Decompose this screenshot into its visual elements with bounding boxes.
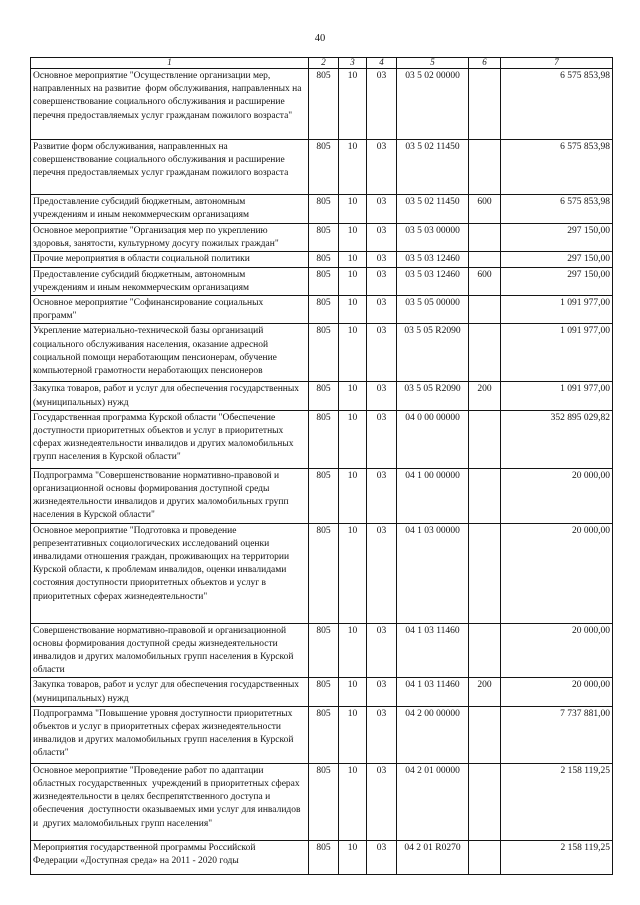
header-col-1: 1	[31, 58, 309, 69]
table-row	[31, 224, 613, 252]
table-row	[31, 706, 613, 763]
section-code: 10	[339, 623, 367, 678]
expense-type-code	[469, 140, 501, 195]
gr-code: 805	[309, 296, 339, 324]
expense-type-code	[469, 410, 501, 468]
amount: 20 000,00	[501, 468, 613, 523]
row-name: Подпрограмма "Повышение уровня доступности приоритетных объектов и услуг в приоритетных сферах жизнедеятельности инвалидов и других маломобильных групп населения в Курской области"	[31, 706, 309, 763]
expense-type-code	[469, 706, 501, 763]
table-row	[31, 763, 613, 840]
gr-code: 805	[309, 69, 339, 140]
amount: 20 000,00	[501, 678, 613, 706]
row-name: Основное мероприятие "Подготовка и проведение репрезентативных социологических исследований оценки инвалидами отношения граждан, проживающих на территории Курской области, к проблемам инвалидов, оценки инвалидами состояния доступности приоритетных объектов и услуг в приоритетных сферах жизнедеятельности"	[31, 523, 309, 623]
expense-type-code: 600	[469, 267, 501, 295]
expense-type-code	[469, 840, 501, 874]
amount: 1 091 977,00	[501, 296, 613, 324]
gr-code: 805	[309, 324, 339, 382]
expense-type-code	[469, 224, 501, 252]
subsection-code: 03	[367, 840, 397, 874]
gr-code: 805	[309, 763, 339, 840]
target-article-code: 04 2 01 R0270	[397, 840, 469, 874]
target-article-code: 04 1 03 11460	[397, 678, 469, 706]
row-name: Государственная программа Курской области "Обеспечение доступности приоритетных объектов и услуг в приоритетных сферах жизнедеятельности инвалидов и других маломобильных групп населения в Курской области"	[31, 410, 309, 468]
subsection-code: 03	[367, 224, 397, 252]
target-article-code: 03 5 05 R2090	[397, 382, 469, 410]
gr-code: 805	[309, 623, 339, 678]
table-row	[31, 324, 613, 382]
expense-type-code	[469, 763, 501, 840]
amount: 7 737 881,00	[501, 706, 613, 763]
target-article-code: 04 0 00 00000	[397, 410, 469, 468]
gr-code: 805	[309, 468, 339, 523]
section-code: 10	[339, 763, 367, 840]
subsection-code: 03	[367, 623, 397, 678]
subsection-code: 03	[367, 468, 397, 523]
gr-code: 805	[309, 195, 339, 224]
target-article-code: 03 5 05 R2090	[397, 324, 469, 382]
table-row	[31, 252, 613, 267]
amount: 352 895 029,82	[501, 410, 613, 468]
section-code: 10	[339, 267, 367, 295]
gr-code: 805	[309, 840, 339, 874]
row-name: Основное мероприятие "Организация мер по укреплению здоровья, занятости, культурному досугу пожилых граждан"	[31, 224, 309, 252]
expense-type-code	[469, 523, 501, 623]
subsection-code: 03	[367, 410, 397, 468]
expense-type-code: 200	[469, 382, 501, 410]
section-code: 10	[339, 224, 367, 252]
target-article-code: 04 1 03 11460	[397, 623, 469, 678]
row-name: Основное мероприятие "Осуществление организации мер, направленных на развитие форм обслуживания, направленных на совершенствование социального обслуживания и расширение перечня предоставляемых услуг гражданам пожилого возраста"	[31, 69, 309, 140]
row-name: Мероприятия государственной программы Российской Федерации «Доступная среда» на 2011 - 2020 годы	[31, 840, 309, 874]
subsection-code: 03	[367, 69, 397, 140]
section-code: 10	[339, 382, 367, 410]
expense-type-code: 600	[469, 195, 501, 224]
header-row	[31, 58, 613, 69]
header-col-7: 7	[501, 58, 613, 69]
expense-type-code	[469, 252, 501, 267]
subsection-code: 03	[367, 252, 397, 267]
section-code: 10	[339, 468, 367, 523]
row-name: Основное мероприятие "Проведение работ по адаптации областных государственных учреждений в приоритетных сферах жизнедеятельности в целях беспрепятственного доступа и обеспечения доступности оказываемых ими услуг для инвалидов и других маломобильных групп населения"	[31, 763, 309, 840]
target-article-code: 03 5 03 12460	[397, 267, 469, 295]
gr-code: 805	[309, 410, 339, 468]
gr-code: 805	[309, 267, 339, 295]
row-name: Предоставление субсидий бюджетным, автономным учреждениям и иным некоммерческим организациям	[31, 267, 309, 295]
row-name: Развитие форм обслуживания, направленных на совершенствование социального обслуживания и расширение перечня предоставляемых услуг гражданам пожилого возраста	[31, 140, 309, 195]
subsection-code: 03	[367, 140, 397, 195]
row-name: Прочие мероприятия в области социальной политики	[31, 252, 309, 267]
row-name: Закупка товаров, работ и услуг для обеспечения государственных (муниципальных) нужд	[31, 382, 309, 410]
subsection-code: 03	[367, 763, 397, 840]
section-code: 10	[339, 678, 367, 706]
table-row	[31, 382, 613, 410]
expense-type-code: 200	[469, 678, 501, 706]
row-name: Основное мероприятие "Софинансирование социальных программ"	[31, 296, 309, 324]
amount: 2 158 119,25	[501, 763, 613, 840]
row-name: Совершенствование нормативно-правовой и организационной основы формирования доступной среды жизнедеятельности инвалидов и других маломобильных групп населения в Курской области	[31, 623, 309, 678]
table-row	[31, 410, 613, 468]
table-row	[31, 678, 613, 706]
amount: 297 150,00	[501, 252, 613, 267]
section-code: 10	[339, 195, 367, 224]
amount: 6 575 853,98	[501, 140, 613, 195]
target-article-code: 04 1 00 00000	[397, 468, 469, 523]
subsection-code: 03	[367, 706, 397, 763]
subsection-code: 03	[367, 523, 397, 623]
gr-code: 805	[309, 252, 339, 267]
amount: 2 158 119,25	[501, 840, 613, 874]
gr-code: 805	[309, 678, 339, 706]
section-code: 10	[339, 140, 367, 195]
row-name: Укрепление материально-технической базы организаций социального обслуживания населения, оказание адресной социальной помощи неработающим пенсионерам, обучение компьютерной грамотности неработающих пенсионеров	[31, 324, 309, 382]
target-article-code: 03 5 03 12460	[397, 252, 469, 267]
target-article-code: 03 5 05 00000	[397, 296, 469, 324]
expense-type-code	[469, 296, 501, 324]
table-row	[31, 623, 613, 678]
expense-type-code	[469, 69, 501, 140]
expense-type-code	[469, 324, 501, 382]
amount: 297 150,00	[501, 267, 613, 295]
gr-code: 805	[309, 523, 339, 623]
expense-type-code	[469, 623, 501, 678]
amount: 1 091 977,00	[501, 382, 613, 410]
gr-code: 805	[309, 706, 339, 763]
subsection-code: 03	[367, 324, 397, 382]
section-code: 10	[339, 324, 367, 382]
gr-code: 805	[309, 382, 339, 410]
amount: 297 150,00	[501, 224, 613, 252]
section-code: 10	[339, 410, 367, 468]
header-col-3: 3	[339, 58, 367, 69]
header-col-2: 2	[309, 58, 339, 69]
amount: 20 000,00	[501, 523, 613, 623]
amount: 1 091 977,00	[501, 324, 613, 382]
header-col-4: 4	[367, 58, 397, 69]
target-article-code: 04 1 03 00000	[397, 523, 469, 623]
section-code: 10	[339, 706, 367, 763]
budget-table	[30, 57, 613, 875]
table-row	[31, 267, 613, 295]
amount: 6 575 853,98	[501, 69, 613, 140]
target-article-code: 04 2 01 00000	[397, 763, 469, 840]
row-name: Подпрограмма "Совершенствование нормативно-правовой и организационной основы формирования доступной среды жизнедеятельности инвалидов и других маломобильных групп населения в Курской области"	[31, 468, 309, 523]
table-row	[31, 195, 613, 224]
target-article-code: 03 5 02 00000	[397, 69, 469, 140]
expense-type-code	[469, 468, 501, 523]
header-col-5: 5	[397, 58, 469, 69]
header-col-6: 6	[469, 58, 501, 69]
target-article-code: 04 2 00 00000	[397, 706, 469, 763]
table-row	[31, 840, 613, 874]
table-row	[31, 140, 613, 195]
target-article-code: 03 5 02 11450	[397, 140, 469, 195]
section-code: 10	[339, 296, 367, 324]
table-row	[31, 296, 613, 324]
subsection-code: 03	[367, 382, 397, 410]
target-article-code: 03 5 02 11450	[397, 195, 469, 224]
table-row	[31, 468, 613, 523]
subsection-code: 03	[367, 678, 397, 706]
section-code: 10	[339, 840, 367, 874]
subsection-code: 03	[367, 267, 397, 295]
page-number: 40	[314, 33, 326, 44]
target-article-code: 03 5 03 00000	[397, 224, 469, 252]
table-row	[31, 523, 613, 623]
amount: 20 000,00	[501, 623, 613, 678]
section-code: 10	[339, 252, 367, 267]
row-name: Закупка товаров, работ и услуг для обеспечения государственных (муниципальных) нужд	[31, 678, 309, 706]
section-code: 10	[339, 523, 367, 623]
subsection-code: 03	[367, 296, 397, 324]
row-name: Предоставление субсидий бюджетным, автономным учреждениям и иным некоммерческим организациям	[31, 195, 309, 224]
section-code: 10	[339, 69, 367, 140]
amount: 6 575 853,98	[501, 195, 613, 224]
table-row	[31, 69, 613, 140]
gr-code: 805	[309, 140, 339, 195]
subsection-code: 03	[367, 195, 397, 224]
gr-code: 805	[309, 224, 339, 252]
